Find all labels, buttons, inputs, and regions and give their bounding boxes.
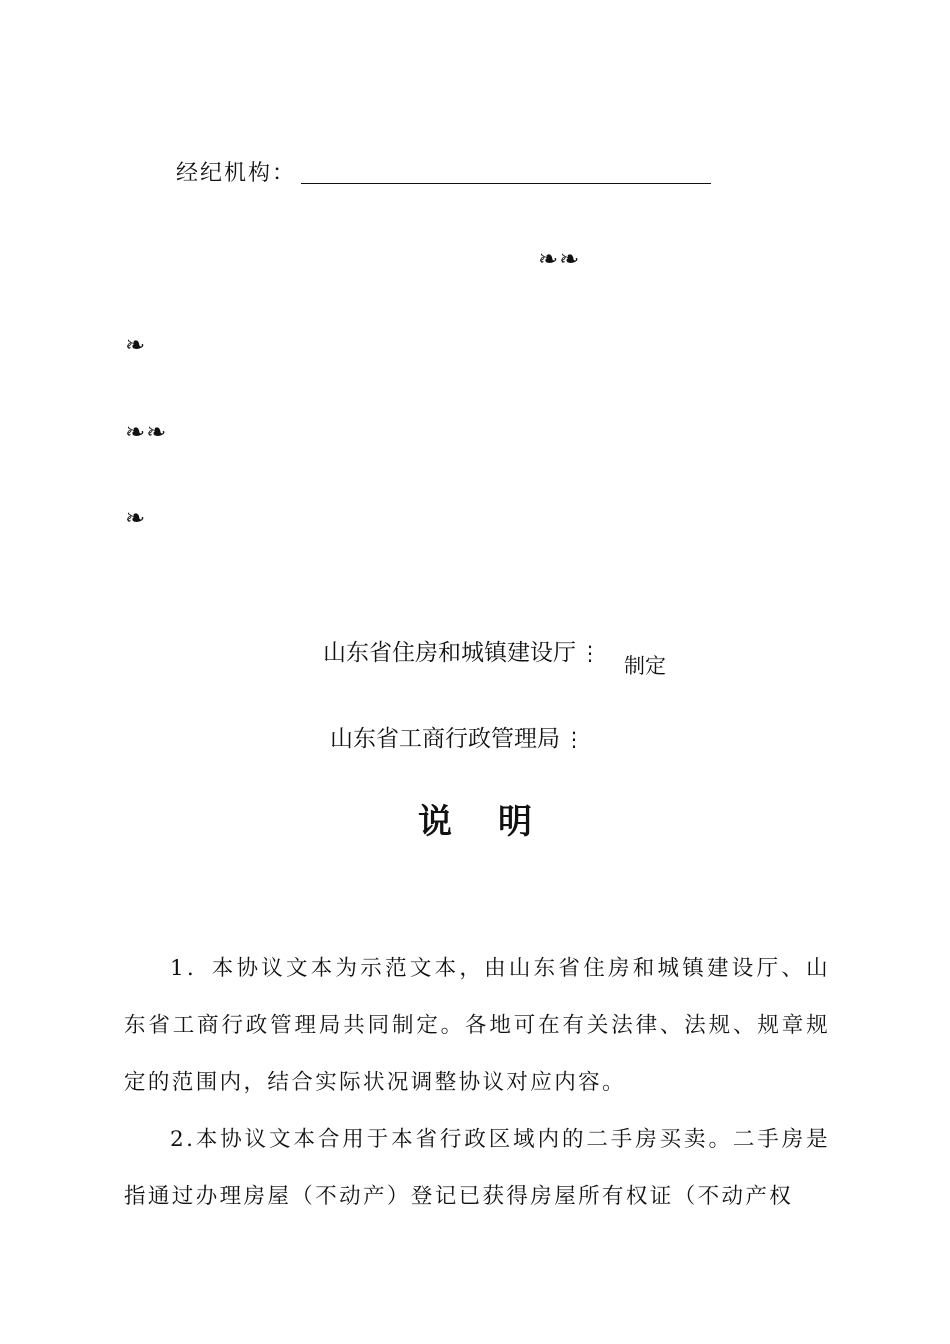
instruction-paragraph-2: 2.本协议文本合用于本省行政区域内的二手房买卖。二手房是指通过办理房屋（不动产）登记已获得房屋所有权证（不动产权: [124, 1127, 830, 1209]
authority-colon-mark: ⋮: [580, 641, 600, 665]
authority-housing-dept-name: 山东省住房和城镇建设厅: [323, 640, 576, 666]
authority-commerce-bureau: [330, 724, 584, 754]
floral-ornament-icon: ❧❧: [538, 245, 581, 273]
authority-colon-mark: ⋮: [564, 727, 584, 751]
floral-ornament-icon: ❧❧: [125, 418, 168, 446]
agency-fill-line: [301, 183, 711, 184]
section-heading: 说明: [418, 802, 578, 842]
floral-ornament-icon: ❧: [125, 504, 147, 532]
authority-housing-dept: [323, 638, 600, 668]
authority-commerce-bureau-name: 山东省工商行政管理局: [330, 726, 560, 752]
floral-ornament-icon: ❧: [125, 331, 147, 359]
instruction-paragraph-1: 1．本协议文本为示范文本，由山东省住房和城镇建设厅、山东省工商行政管理局共同制定。各地可在有关法律、法规、规章规定的范围内，结合实际状况调整协议对应内容。: [124, 956, 830, 1095]
agency-label: 经纪机构：: [176, 161, 297, 186]
authority-made-label: 制定: [624, 654, 666, 678]
